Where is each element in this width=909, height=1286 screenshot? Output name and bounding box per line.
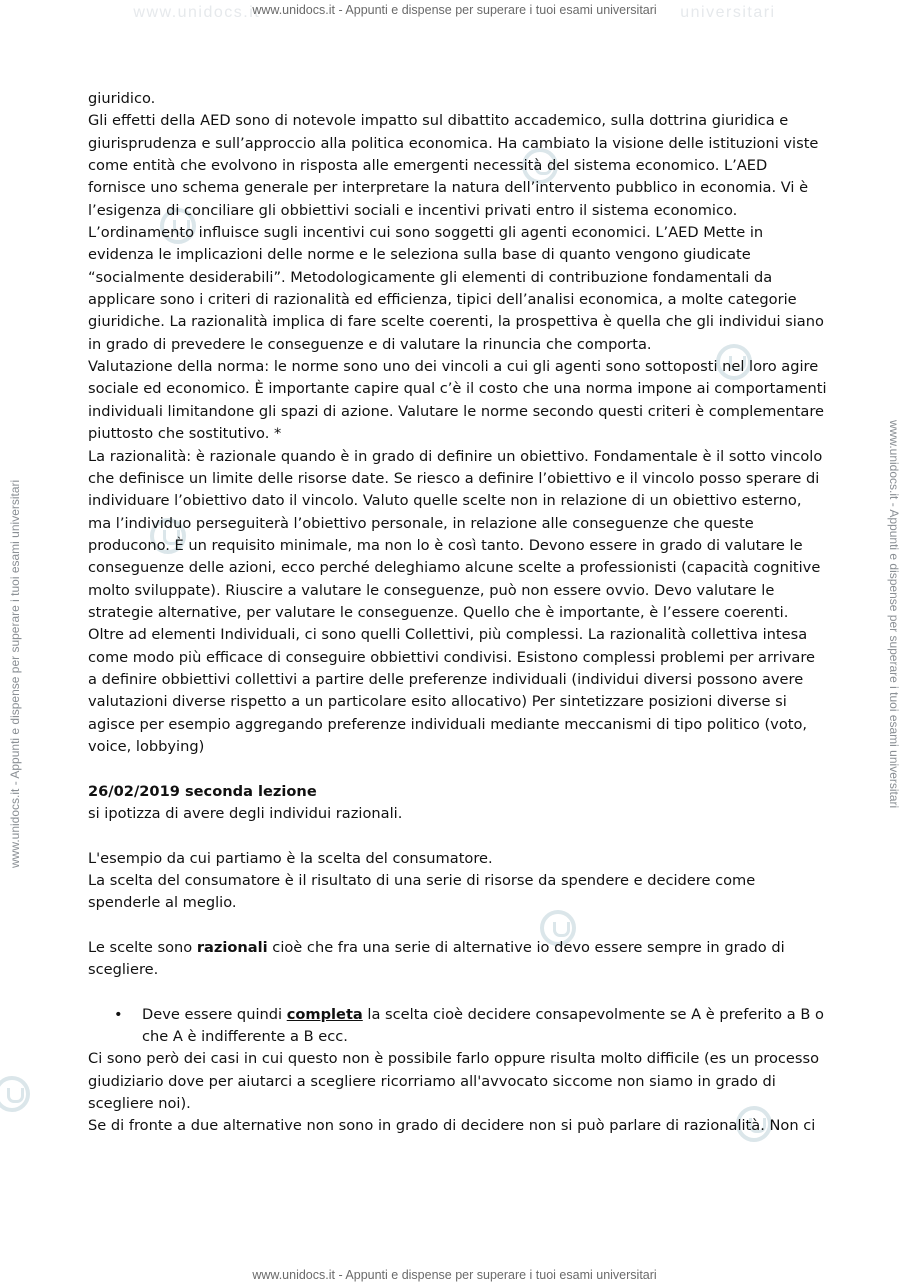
- paragraph: L'esempio da cui partiamo è la scelta del consumatore.: [88, 849, 493, 867]
- header-text[interactable]: www.unidocs.it - Appunti e dispense per superare i tuoi esami universitari: [252, 3, 657, 17]
- header-ghost-watermark: www.unidocs.it universitari: [133, 4, 776, 21]
- paragraph: La scelta del consumatore è il risultato di una serie di risorse da spendere e decidere come spenderle al meglio.: [88, 872, 756, 912]
- watermark-logo-icon: [0, 1076, 30, 1112]
- paragraph: Se di fronte a due alternative non sono in grado di decidere non si può parlare di razionalità. Non ci: [88, 1117, 816, 1135]
- paragraph: La razionalità: è razionale quando è in grado di definire un obiettivo. Fondamentale è il sotto vincolo che definisce un limite delle risorse date. Se riesco a definire l’obiettivo e il vincolo posso sperare di individuare l’obiettivo dato il vincolo. Valuto quelle scelte non in relazione di un obiettivo esterno, ma l’individuo perseguiterà l’obiettivo personale, in relazione alle conseguenze che queste producono. È un requisito minimale, ma non lo è così tanto. Devono essere in grado di valutare le conseguenze delle azioni, ecco perché deleghiamo alcune scelte a professionisti (capacità cognitive molto sviluppate). Riuscire a valutare le conseguenze, può non essere ovvio. Devo valutare le strategie alternative, per valutare le conseguenze. Quello che è importante, è l’essere coerenti. Oltre ad elementi Individuali, ci sono quelli Collettivi, più complessi. La razionalità collettiva intesa come modo più efficace di conseguire obbiettivi condivisi. Esistono complessi problemi per arrivare a definire obbiettivi collettivi a partire delle preferenze individuali (individui diversi possono avere valutazioni diverse rispetto a un particolare esito allocativo) Per sintetizzare posizioni diverse si agisce per esempio aggregando preferenze individuali mediante meccanismi di tipo politico (voto, voice, lobbying): [88, 447, 823, 755]
- page-header: [0, 3, 909, 21]
- section-heading: 26/02/2019 seconda lezione: [88, 782, 317, 800]
- page-footer: [0, 1268, 909, 1282]
- paragraph: Le scelte sono razionali cioè che fra una serie di alternative io devo essere sempre in grado di scegliere.: [88, 939, 785, 979]
- list-item: • Deve essere quindi completa la scelta cioè decidere consapevolmente se A è preferito a B o che A è indifferente a B ecc.: [114, 1005, 824, 1046]
- paragraph: giuridico.: [88, 90, 156, 107]
- left-side-watermark: www.unidocs.it - Appunti e dispense per superare i tuoi esami universitari: [8, 479, 22, 868]
- paragraph: si ipotizza di avere degli individui razionali.: [88, 805, 403, 822]
- footer-text[interactable]: www.unidocs.it - Appunti e dispense per superare i tuoi esami universitari: [252, 1268, 657, 1282]
- right-side-watermark: www.unidocs.it - Appunti e dispense per superare i tuoi esami universitari: [887, 420, 901, 809]
- paragraph: Gli effetti della AED sono di notevole impatto sul dibattito accademico, sulla dottrina giuridica e giurisprudenza e sull’approccio alla politica economica. Ha cambiato la visione delle istituzioni viste come entità che evolvono in risposta alle emergenti necessità del sistema economico. L’AED fornisce uno schema generale per interpretare la natura dell’intervento pubblico in economia. Vi è l’esigenza di conciliare gli obbiettivi sociali e incentivi privati entro il sistema economico. L’ordinamento influisce sugli incentivi cui sono soggetti gli agenti economici. L’AED Mette in evidenza le implicazioni delle norme e le seleziona sulla base di quanto vengono giudicate “socialmente desiderabili”. Metodologicamente gli elementi di contribuzione fondamentali da applicare sono i criteri di razionalità ed efficienza, tipici dell’analisi economica, a molte categorie giuridiche. La razionalità implica di fare scelte coerenti, la prospettiva è quella che gli individui siano in grado di prevedere le conseguenze e di valutare la rinuncia che comporta.: [88, 112, 824, 353]
- paragraph: Valutazione della norma: le norme sono uno dei vincoli a cui gli agenti sono sottoposti nel loro agire sociale ed economico. È importante capire qual c’è il costo che una norma impone ai comportamenti individuali limitandone gli spazi di azione. Valutare le norme secondo questi criteri è complementare piuttosto che sostitutivo. *: [88, 358, 827, 443]
- document-body: [88, 88, 828, 1138]
- paragraph: Ci sono però dei casi in cui questo non è possibile farlo oppure risulta molto difficile (es un processo giudiziario dove per aiutarci a scegliere ricorriamo all'avvocato siccome non siamo in grado di scegliere noi).: [88, 1050, 820, 1113]
- bullet-icon: •: [114, 1005, 123, 1023]
